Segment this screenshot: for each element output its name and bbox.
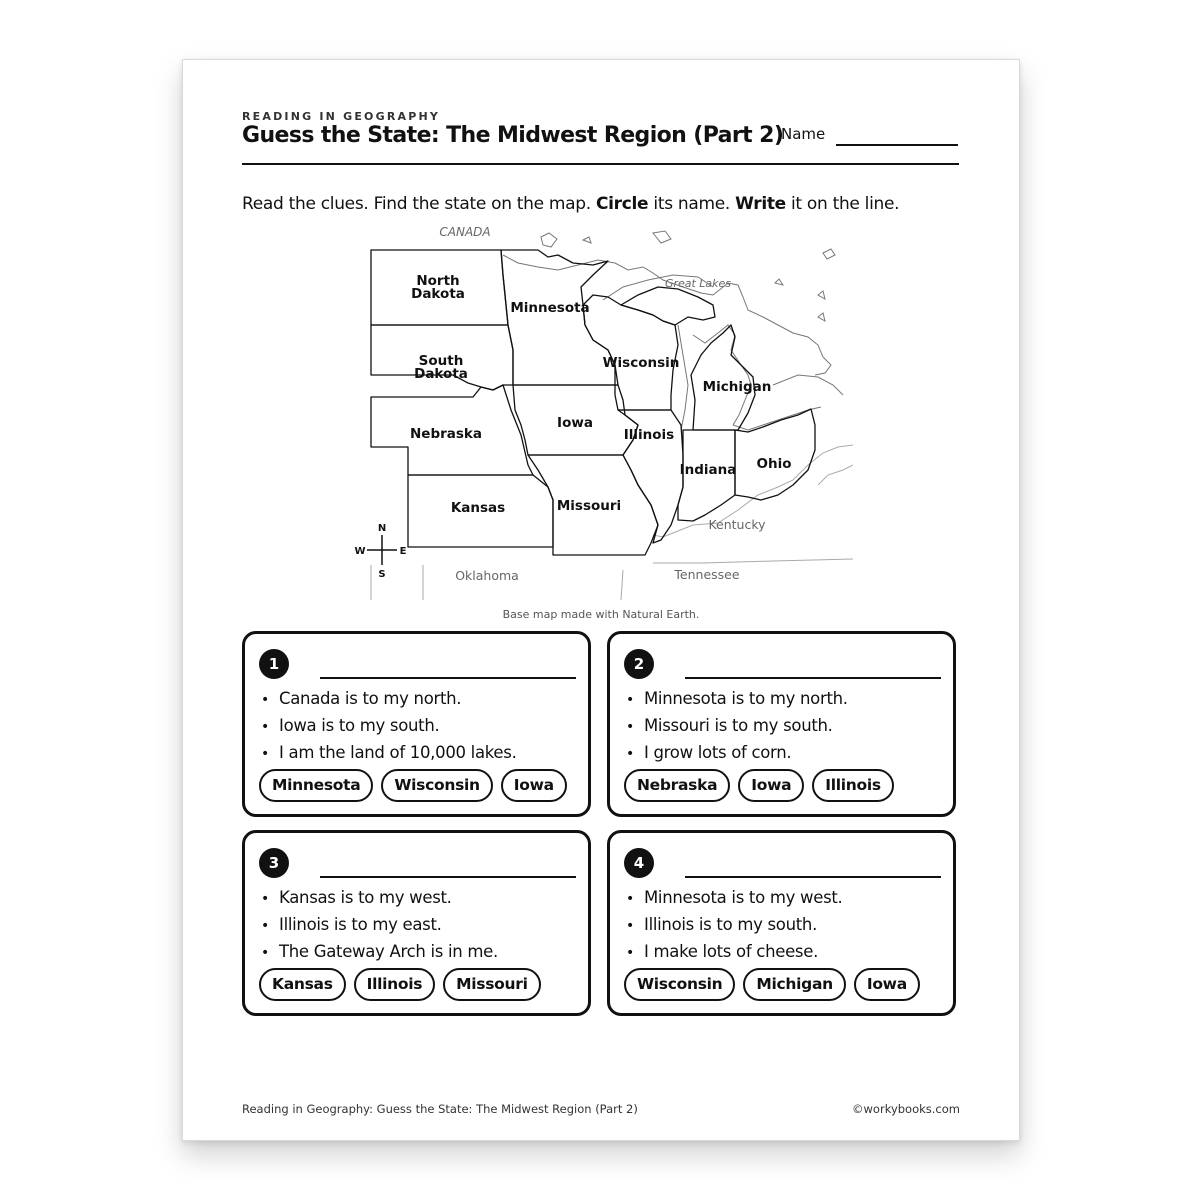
map-credit: Base map made with Natural Earth. bbox=[502, 608, 700, 621]
clue-item: • Minnesota is to my west. bbox=[626, 885, 842, 912]
choice-nebraska[interactable]: Nebraska bbox=[624, 769, 730, 802]
label-nebraska: Nebraska bbox=[409, 426, 483, 442]
compass-w: W bbox=[354, 546, 366, 557]
choice-iowa[interactable]: Iowa bbox=[854, 968, 920, 1001]
label-south-dakota-2: Dakota bbox=[414, 366, 468, 382]
label-oklahoma: Oklahoma bbox=[455, 568, 519, 583]
clue-list bbox=[261, 885, 498, 966]
instructions-text-1: Read the clues. Find the state on the map. bbox=[242, 194, 596, 214]
clue-card-2 bbox=[607, 631, 956, 817]
clue-list bbox=[626, 885, 842, 966]
instructions-bold-circle: Circle bbox=[595, 194, 649, 214]
clue-item: • I am the land of 10,000 lakes. bbox=[261, 740, 517, 767]
label-minnesota: Minnesota bbox=[510, 300, 590, 316]
clue-item: • Missouri is to my south. bbox=[626, 713, 848, 740]
choice-kansas[interactable]: Kansas bbox=[259, 968, 346, 1001]
clue-card-1 bbox=[242, 631, 591, 817]
midwest-map bbox=[353, 225, 853, 600]
clue-card-4 bbox=[607, 830, 956, 1016]
answer-choices bbox=[259, 769, 567, 802]
answer-choices bbox=[624, 968, 920, 1001]
footer-title: Reading in Geography: Guess the State: The Midwest Region (Part 2) bbox=[242, 1102, 638, 1116]
label-michigan: Michigan bbox=[702, 379, 772, 395]
clue-item: • I grow lots of corn. bbox=[626, 740, 848, 767]
clue-item: • Minnesota is to my north. bbox=[626, 686, 848, 713]
header-divider bbox=[242, 163, 959, 165]
choice-iowa[interactable]: Iowa bbox=[501, 769, 567, 802]
answer-choices bbox=[624, 769, 894, 802]
worksheet-page bbox=[182, 59, 1020, 1141]
footer-copyright: ©workybooks.com bbox=[852, 1102, 960, 1116]
instructions-bold-write: Write bbox=[735, 194, 786, 214]
label-wisconsin: Wisconsin bbox=[602, 355, 680, 371]
clue-item: • I make lots of cheese. bbox=[626, 939, 842, 966]
page-title: Guess the State: The Midwest Region (Part 2) bbox=[242, 123, 784, 148]
compass-e: E bbox=[399, 546, 407, 557]
clue-item: • Illinois is to my east. bbox=[261, 912, 498, 939]
choice-minnesota[interactable]: Minnesota bbox=[259, 769, 373, 802]
label-south-dakota-1: South bbox=[418, 353, 464, 369]
choice-iowa[interactable]: Iowa bbox=[738, 769, 804, 802]
answer-choices bbox=[259, 968, 541, 1001]
label-kentucky: Kentucky bbox=[708, 517, 766, 532]
card-number: 1 bbox=[259, 649, 289, 679]
clue-item: • Kansas is to my west. bbox=[261, 885, 498, 912]
choice-missouri[interactable]: Missouri bbox=[443, 968, 540, 1001]
answer-line[interactable] bbox=[685, 677, 941, 679]
clue-item: • The Gateway Arch is in me. bbox=[261, 939, 498, 966]
instructions-text-3: it on the line. bbox=[785, 194, 900, 214]
label-north-dakota-1: North bbox=[416, 273, 460, 289]
choice-wisconsin[interactable]: Wisconsin bbox=[381, 769, 492, 802]
choice-illinois[interactable]: Illinois bbox=[354, 968, 436, 1001]
label-ohio: Ohio bbox=[756, 456, 792, 472]
label-tennessee: Tennessee bbox=[674, 567, 740, 582]
label-missouri: Missouri bbox=[556, 498, 622, 514]
card-number: 2 bbox=[624, 649, 654, 679]
state-labels bbox=[410, 273, 792, 516]
clue-item: • Illinois is to my south. bbox=[626, 912, 842, 939]
label-iowa: Iowa bbox=[557, 415, 593, 431]
compass-s: S bbox=[378, 569, 386, 580]
clue-item: • Iowa is to my south. bbox=[261, 713, 517, 740]
label-indiana: Indiana bbox=[679, 462, 737, 478]
compass-n: N bbox=[377, 523, 387, 534]
name-label: Name bbox=[781, 125, 826, 143]
answer-line[interactable] bbox=[320, 876, 576, 878]
choice-michigan[interactable]: Michigan bbox=[743, 968, 845, 1001]
clue-card-3 bbox=[242, 830, 591, 1016]
kicker: READING IN GEOGRAPHY bbox=[242, 110, 441, 123]
label-great-lakes: Great Lakes bbox=[664, 277, 732, 290]
answer-line[interactable] bbox=[320, 677, 576, 679]
choice-illinois[interactable]: Illinois bbox=[812, 769, 894, 802]
compass-rose bbox=[354, 523, 406, 580]
label-north-dakota-2: Dakota bbox=[411, 286, 465, 302]
instructions-text-2: its name. bbox=[648, 194, 736, 214]
label-illinois: Illinois bbox=[623, 427, 675, 443]
instructions bbox=[242, 194, 899, 214]
card-number: 4 bbox=[624, 848, 654, 878]
clue-list bbox=[626, 686, 848, 767]
clue-item: • Canada is to my north. bbox=[261, 686, 517, 713]
neighbor-labels bbox=[439, 225, 766, 583]
label-kansas: Kansas bbox=[450, 500, 506, 516]
clue-list bbox=[261, 686, 517, 767]
answer-line[interactable] bbox=[685, 876, 941, 878]
label-canada: CANADA bbox=[439, 225, 491, 239]
card-number: 3 bbox=[259, 848, 289, 878]
choice-wisconsin[interactable]: Wisconsin bbox=[624, 968, 735, 1001]
name-line[interactable] bbox=[836, 144, 958, 146]
